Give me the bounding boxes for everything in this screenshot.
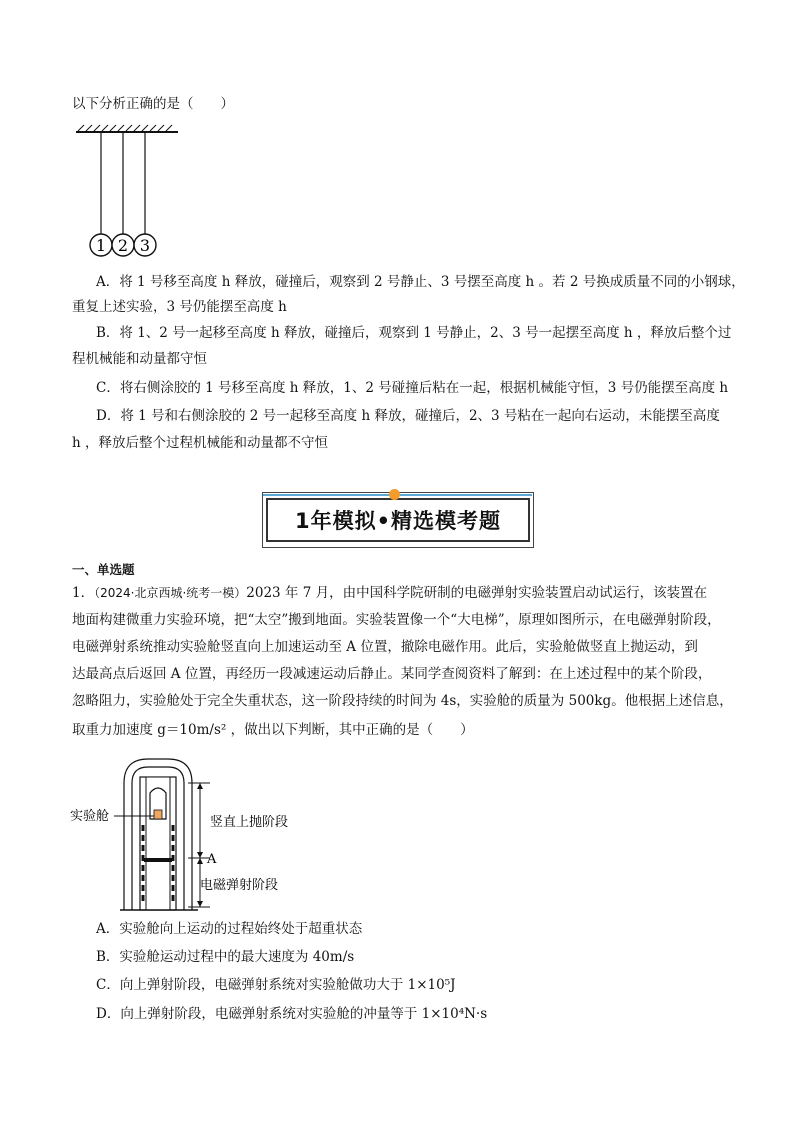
option-b-line1: B．将 1、2 号一起移至高度 h 释放，碰撞后，观察到 1 号静止，2、3 号一起摆至高度 h ，释放后整个过 [96, 325, 732, 341]
lower-stage-label: 电磁弹射阶段 [200, 878, 279, 893]
option-d-line1: D．将 1 号和右侧涂胶的 2 号一起移至高度 h 释放，碰撞后，2、3 号粘在一起向右运动，未能摆至高度 [96, 408, 720, 424]
q1-option-a: A．实验舱向上运动的过程始终处于超重状态 [96, 921, 363, 937]
q1-line5: 忽略阻力，实验舱处于完全失重状态，这一阶段持续的时间为 4s，实验舱的质量为 500kg。他根据上述信息， [72, 693, 733, 709]
banner-title: 1年模拟•精选模考题 [266, 498, 530, 542]
cabin-label: 实验舱 [70, 809, 110, 824]
section-heading: 一、单选题 [72, 562, 135, 577]
q1-line2: 地面构建微重力实验环境，把“太空”搬到地面。实验装置像一个“大电梯”，原理如图所示，在电磁弹射阶段， [72, 612, 721, 628]
pendulum-diagram [74, 124, 184, 260]
option-c-line1: C．将右侧涂胶的 1 号移至高度 h 释放，1、2 号碰撞后粘在一起，根据机械能守恒，3 号仍能摆至高度 h [96, 380, 729, 396]
section-banner [262, 492, 534, 548]
ball-label-2: 2 [117, 236, 129, 255]
ball-label-3: 3 [139, 236, 151, 255]
q1-number: 1． [72, 585, 95, 601]
option-a-line1: A．将 1 号移至高度 h 释放，碰撞后，观察到 2 号静止、3 号摆至高度 h 。若 2 号换成质量不同的小钢球， [96, 274, 745, 290]
option-d-line2: h ，释放后整个过程机械能和动量都不守恒 [72, 435, 328, 451]
ball-label-1: 1 [95, 236, 107, 255]
q1-line6: 取重力加速度 g＝10m/s² ，做出以下判断，其中正确的是（ ） [72, 722, 474, 738]
q1-option-b: B．实验舱运动过程中的最大速度为 40m/s [96, 949, 355, 965]
question-intro: 以下分析正确的是（ ） [72, 96, 234, 112]
q1-line4: 达最高点后返回 A 位置，再经历一段减速运动后静止。某同学查阅资料了解到：在上述过程中的某个阶段， [72, 666, 712, 682]
q1-source: （2024·北京西城·统考一模） [94, 586, 247, 600]
q1-line3: 电磁弹射系统推动实验舱竖直向上加速运动至 A 位置，撤除电磁作用。此后，实验舱做竖直上抛运动，到 [72, 639, 698, 655]
upper-stage-label: 竖直上抛阶段 [210, 815, 289, 830]
banner-dot-icon [389, 489, 400, 500]
q1-line1-text: 2023 年 7 月，由中国科学院研制的电磁弹射实验装置启动试运行，该装置在 [246, 585, 708, 601]
launcher-diagram [70, 755, 300, 915]
option-a-line2: 重复上述实验，3 号仍能摆至高度 h [72, 299, 287, 315]
point-a-label: A [207, 852, 217, 867]
option-b-line2: 程机械能和动量都守恒 [72, 351, 207, 367]
q1-line1 [72, 583, 754, 603]
q1-option-d: D．向上弹射阶段，电磁弹射系统对实验舱的冲量等于 1×10⁴N·s [96, 1006, 488, 1022]
q1-option-c: C．向上弹射阶段，电磁弹射系统对实验舱做功大于 1×10⁵J [96, 977, 456, 993]
